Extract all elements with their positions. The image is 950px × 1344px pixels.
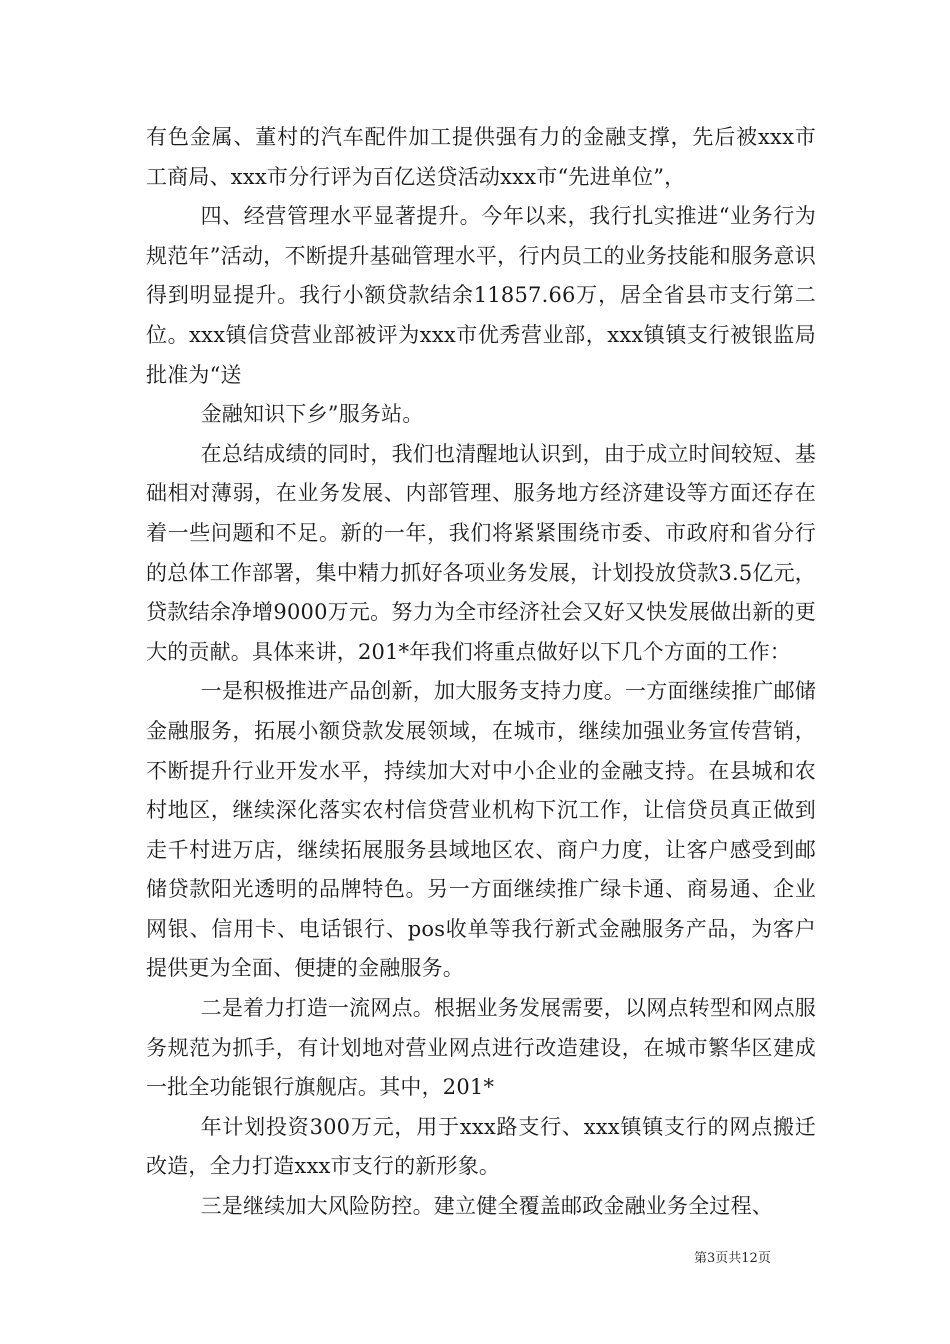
paragraph-8: 三是继续加大风险防控。建立健全覆盖邮政金融业务全过程、 xyxy=(200,1194,773,1219)
paragraph-5: 一是积极推进产品创新，加大服务支持力度。一方面继续推广邮储金融服务，拓展小额贷款发展领域，在城市，继续加强业务宣传营销，不断提升行业开发水平，持续加大对中小企业的金融支持。在县城和农村地区，继续深化落实农村信贷营业机构下沉工作，让信贷员真正做到走千村进万店，继续拓展服务县域地区农、商户力度，让客户感受到邮储贷款阳光透明的品牌特色。另一方面继续推广绿卡通、商易通、企业网银、信用卡、电话银行、pos收单等我行新式金融服务产品，为客户提供更为全面、便捷的金融服务。 xyxy=(146,679,816,981)
page-number: 第3页共12页 xyxy=(694,1251,771,1266)
document-body xyxy=(146,118,816,1227)
paragraph-7: 年计划投资300万元，用于xxx路支行、xxx镇镇支行的网点搬迁改造，全力打造xxx市支行的新形象。 xyxy=(146,1114,816,1179)
paragraph-6: 二是着力打造一流网点。根据业务发展需要，以网点转型和网点服务规范为抓手，有计划地对营业网点进行改造建设，在城市繁华区建成一批全功能银行旗舰店。其中，201* xyxy=(146,996,816,1100)
paragraph-3: 金融知识下乡”服务站。 xyxy=(200,402,424,427)
paragraph-4: 在总结成绩的同时，我们也清醒地认识到，由于成立时间较短、基础相对薄弱，在业务发展、内部管理、服务地方经济建设等方面还存在着一些问题和不足。新的一年，我们将紧紧围绕市委、市政府和省分行的总体工作部署，集中精力抓好各项业务发展，计划投放贷款3.5亿元，贷款结余净增9000万元。努力为全市经济社会又好又快发展做出新的更大的贡献。具体来讲，201*年我们将重点做好以下几个方面的工作： xyxy=(146,441,816,664)
paragraph-2: 四、经营管理水平显著提升。今年以来，我行扎实推进“业务行为规范年”活动，不断提升基础管理水平，行内员工的业务技能和服务意识得到明显提升。我行小额贷款结余11857.66万，居全省县市支行第二位。xxx镇信贷营业部被评为xxx市优秀营业部，xxx镇镇支行被银监局批准为“送 xyxy=(146,204,816,387)
paragraph-1: 有色金属、董村的汽车配件加工提供强有力的金融支撑，先后被xxx市工商局、xxx市分行评为百亿送贷活动xxx市“先进单位”， xyxy=(146,125,816,189)
